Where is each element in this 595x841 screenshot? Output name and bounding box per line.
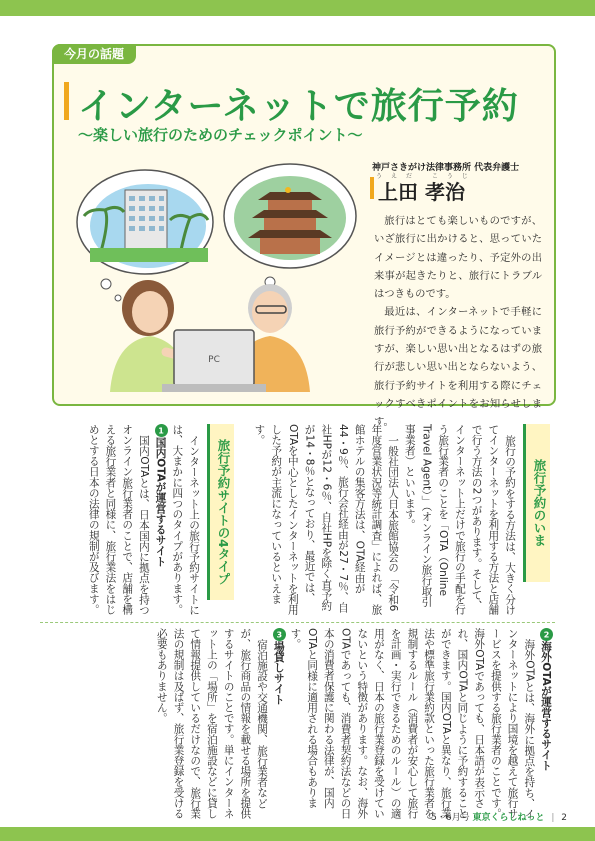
item1-title: 国内OTAが運営するサイト <box>154 437 167 567</box>
item3-body: 宿泊施設や交通機関、旅行業者などが、旅行商品の情報を載せる場所を提供するサイトのことです。単にインターネット上の「場所」を宿泊施設などに貸して情報提供しているだけなので、旅行業法の規制は及ばず、旅行業登録を受ける必要もありません。 <box>155 628 269 819</box>
intro-paragraph-2: 最近は、インターネットで手軽に旅行予約ができるようになっていますが、楽しい思い出となるはずの旅行が悲しい思い出とならないよう、旅行予約サイトを利用する際にチェックすべきポイントをお知らせします。 <box>374 306 542 429</box>
laptop <box>162 330 266 392</box>
section-heading-four-types: 旅行予約サイトの4タイプ <box>207 424 234 600</box>
author-affiliation: 神戸さきがけ法律事務所 代表弁護士 <box>372 163 520 173</box>
number-badge-2: 2 <box>540 628 553 641</box>
section2-intro-column <box>44 424 202 616</box>
footer-separator: | <box>551 813 555 823</box>
laptop-label: PC <box>208 355 220 365</box>
section1-body <box>248 424 518 616</box>
top-band <box>0 0 595 16</box>
section1-paragraph-2: 一般社団法人日本旅館協会の「令和6年度営業状況等統計調査」によれば、旅館ホテルの集客方法は、OTA経由が44・9％、旅行会社経由が27・7％、自社HPが12・6％、自社HPを除く直予約が14・8％となっており、最近では、OTAを中心としたインターネットを利用した予約が主流になっているといえます。 <box>253 424 400 615</box>
item2-title: 海外OTAが運営するサイト <box>540 641 552 771</box>
number-badge-3: 3 <box>273 628 286 641</box>
item3-title: 場貸しサイト <box>272 641 285 705</box>
item1-body: 国内OTAとは、日本国内に拠点を持つオンライン旅行業者のことで、店舗を構える旅行業者と同様に、旅行業法をはじめとする日本の法律の規制が及びます。 <box>87 424 150 615</box>
section1-paragraph-1: 旅行の予約をする方法は、大きく分けてインターネットを利用する方法と店舗で行う方法の2つがあります。そして、インターネット上だけで旅行の手配を行う旅行業者のことを「OTA（Online Travel Agent）」（オンライン旅行取引事業者）といいます。 <box>403 424 516 615</box>
page-subtitle: 〜楽しい旅行のためのチェックポイント〜 <box>78 126 363 144</box>
author-ruby: うえだ こうじ <box>376 173 477 180</box>
item2-body: 海外OTAとは、海外に拠点を持ち、インターネットにより国境を越えて旅行サービスを提供する旅行業者のことです。海外OTAであっても、日本語が表示され、国内OTAと同じように予約することができます。国内OTAと異なり、旅行業法や標準旅行業約款といった旅行業者を規制するルール（消費者が安心して旅行を計画・実行できるためのルール）の適用がなく、日本の旅行業登録を受けていないという特徴があります。なお、海外OTAであっても、消費者契約法などの日本の消費者保護に関わる法律が、国内OTAと同様に適用される場合もあります。 <box>289 628 536 819</box>
illustration-couple-at-pc <box>70 160 360 392</box>
section-heading-ota-now: 旅行予約のいま <box>523 424 550 582</box>
footer-issue: 5・6月号 <box>431 813 470 823</box>
page-title: インターネットで旅行予約 <box>78 86 519 127</box>
section2-intro: インターネット上の旅行予約サイトには、大まかに四つのタイプがあります。 <box>171 424 200 615</box>
intro-text <box>374 212 542 432</box>
page-number: 2 <box>561 813 567 823</box>
author-name: 上田 孝治 <box>378 180 465 204</box>
intro-paragraph-1: 旅行はとても楽しいものですが、いざ旅行に出かけると、思っていたイメージとは違ったり、予定外の出来事が起きたりと、旅行にトラブルはつきものです。 <box>374 215 542 301</box>
footer-brand: 東京くらしねっと <box>472 813 545 823</box>
section2-items-column <box>44 628 554 820</box>
number-badge-1: 1 <box>155 424 168 437</box>
author-accent <box>370 177 374 199</box>
temple-dream-cloud <box>224 164 356 299</box>
page-footer <box>431 810 567 823</box>
tier-divider <box>40 622 555 623</box>
section-tag: 今月の話題 <box>52 44 136 64</box>
bottom-band <box>0 827 595 841</box>
title-accent <box>64 82 69 120</box>
